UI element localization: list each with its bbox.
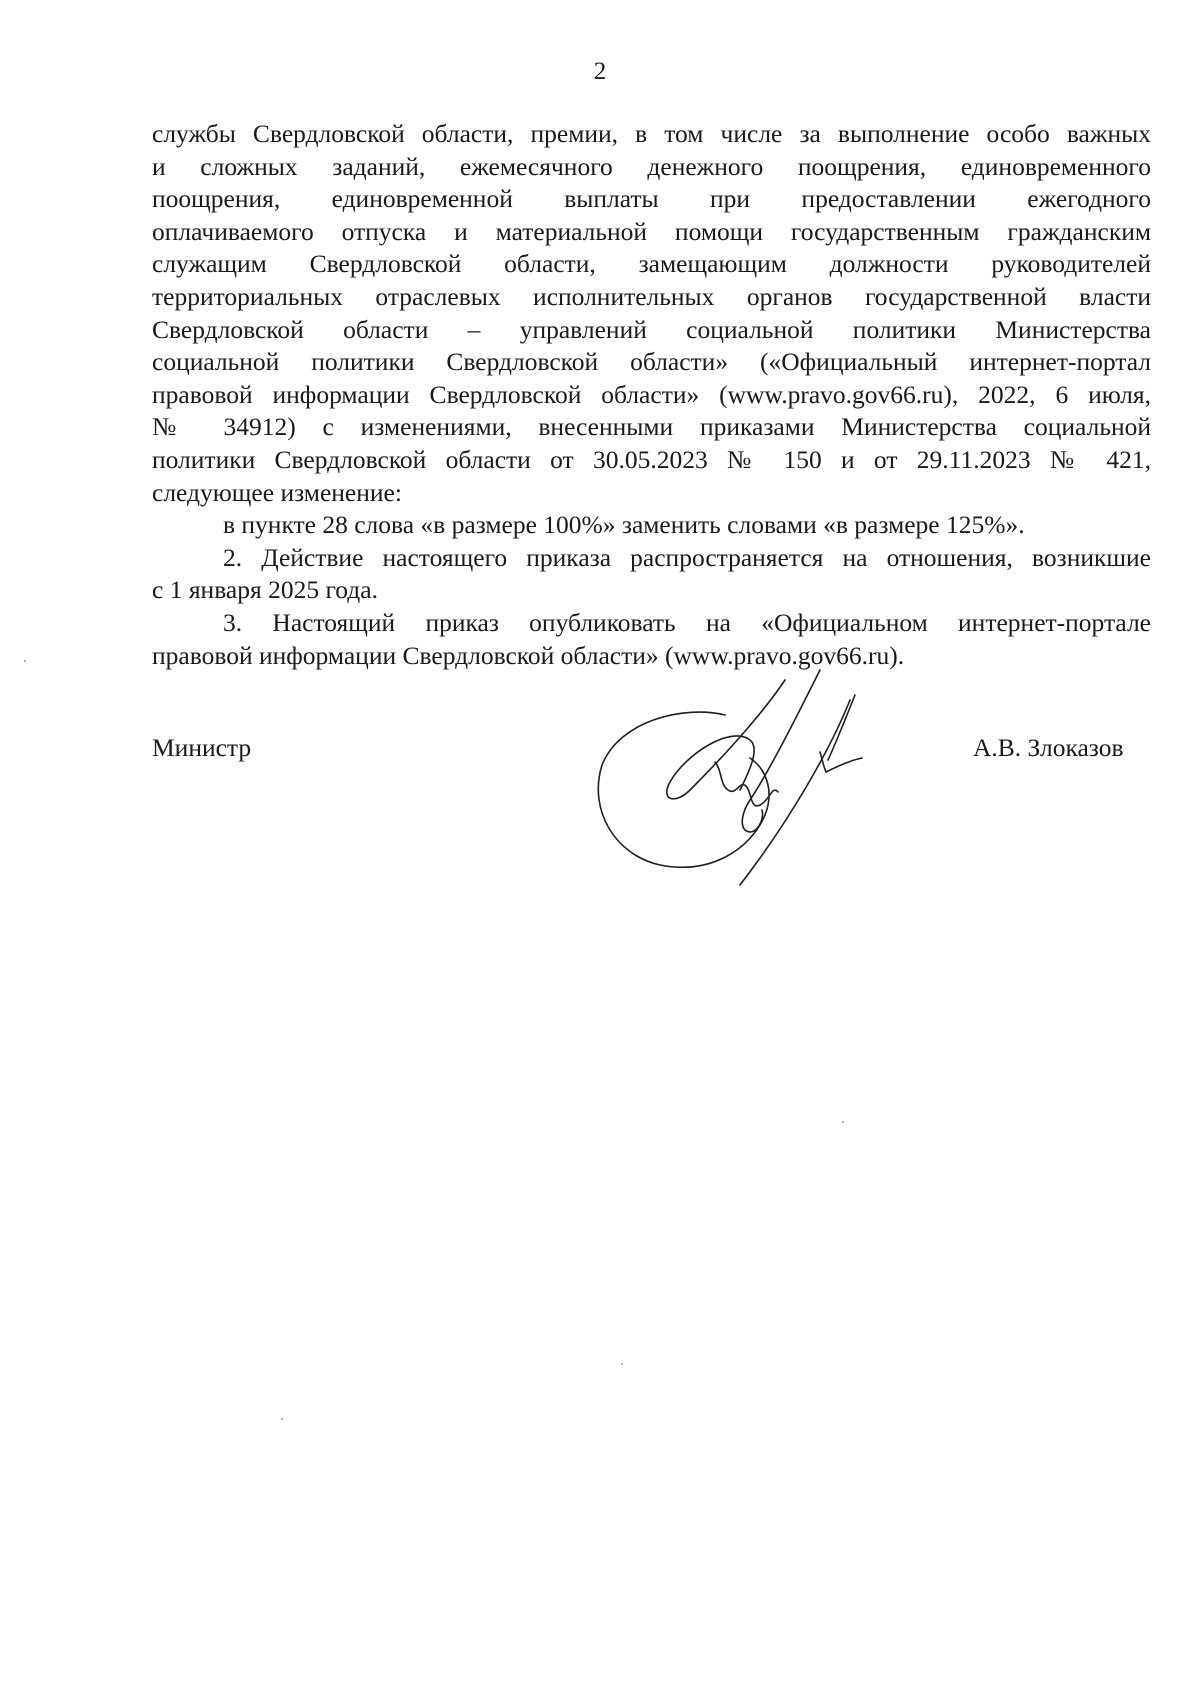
text-line: следующее изменение: <box>152 477 402 507</box>
text-line: и сложных заданий, ежемесячного денежного поощрения, единовременного <box>152 151 1151 181</box>
paragraph-amended-order-reference <box>152 118 1151 509</box>
text-line: службы Свердловской области, премии, в том числе за выполнение особо важных <box>152 119 1151 148</box>
amendment-text: в пункте 28 слова «в размере 100%» заменить словами «в размере 125%». <box>223 510 1025 540</box>
text-line: правовой информации Свердловской области» (www.pravo.gov66.ru), 2022, 6 июля, <box>152 379 1151 409</box>
text-line: служащим Свердловской области, замещающим должности руководителей <box>152 249 1151 279</box>
text-line: с 1 января 2025 года. <box>152 575 378 605</box>
scan-speck <box>621 1363 623 1365</box>
document-body <box>152 118 1151 672</box>
text-line: 2. Действие настоящего приказа распространяется на отношения, возникшие <box>223 542 1151 572</box>
text-line: оплачиваемого отпуска и материальной помощи государственным гражданским <box>152 216 1151 246</box>
text-line: политики Свердловской области от 30.05.2023 № 150 и от 29.11.2023 № 421, <box>152 444 1151 474</box>
text-line: поощрения, единовременной выплаты при предоставлении ежегодного <box>152 184 1151 214</box>
text-line: правовой информации Свердловской области» (www.pravo.gov66.ru). <box>152 640 905 670</box>
text-line: 3. Настоящий приказ опубликовать на «Официальном интернет-портале <box>223 607 1151 637</box>
scan-speck <box>842 1121 844 1123</box>
text-line: территориальных отраслевых исполнительных органов государственной власти <box>152 281 1151 311</box>
text-line: Свердловской области – управлений социальной политики Министерства <box>152 314 1151 344</box>
page-number: 2 <box>593 58 607 85</box>
text-line: № 34912) с изменениями, внесенными приказами Министерства социальной <box>152 412 1151 442</box>
item-2-effective-date <box>152 542 1151 607</box>
handwritten-signature <box>590 650 930 900</box>
signatory-name: А.В. Злоказов <box>973 733 1124 762</box>
scan-speck <box>281 1418 283 1420</box>
scan-speck <box>24 660 26 662</box>
signatory-position: Министр <box>152 733 252 762</box>
text-line: социальной политики Свердловской области» («Официальный интернет-портал <box>152 347 1151 377</box>
